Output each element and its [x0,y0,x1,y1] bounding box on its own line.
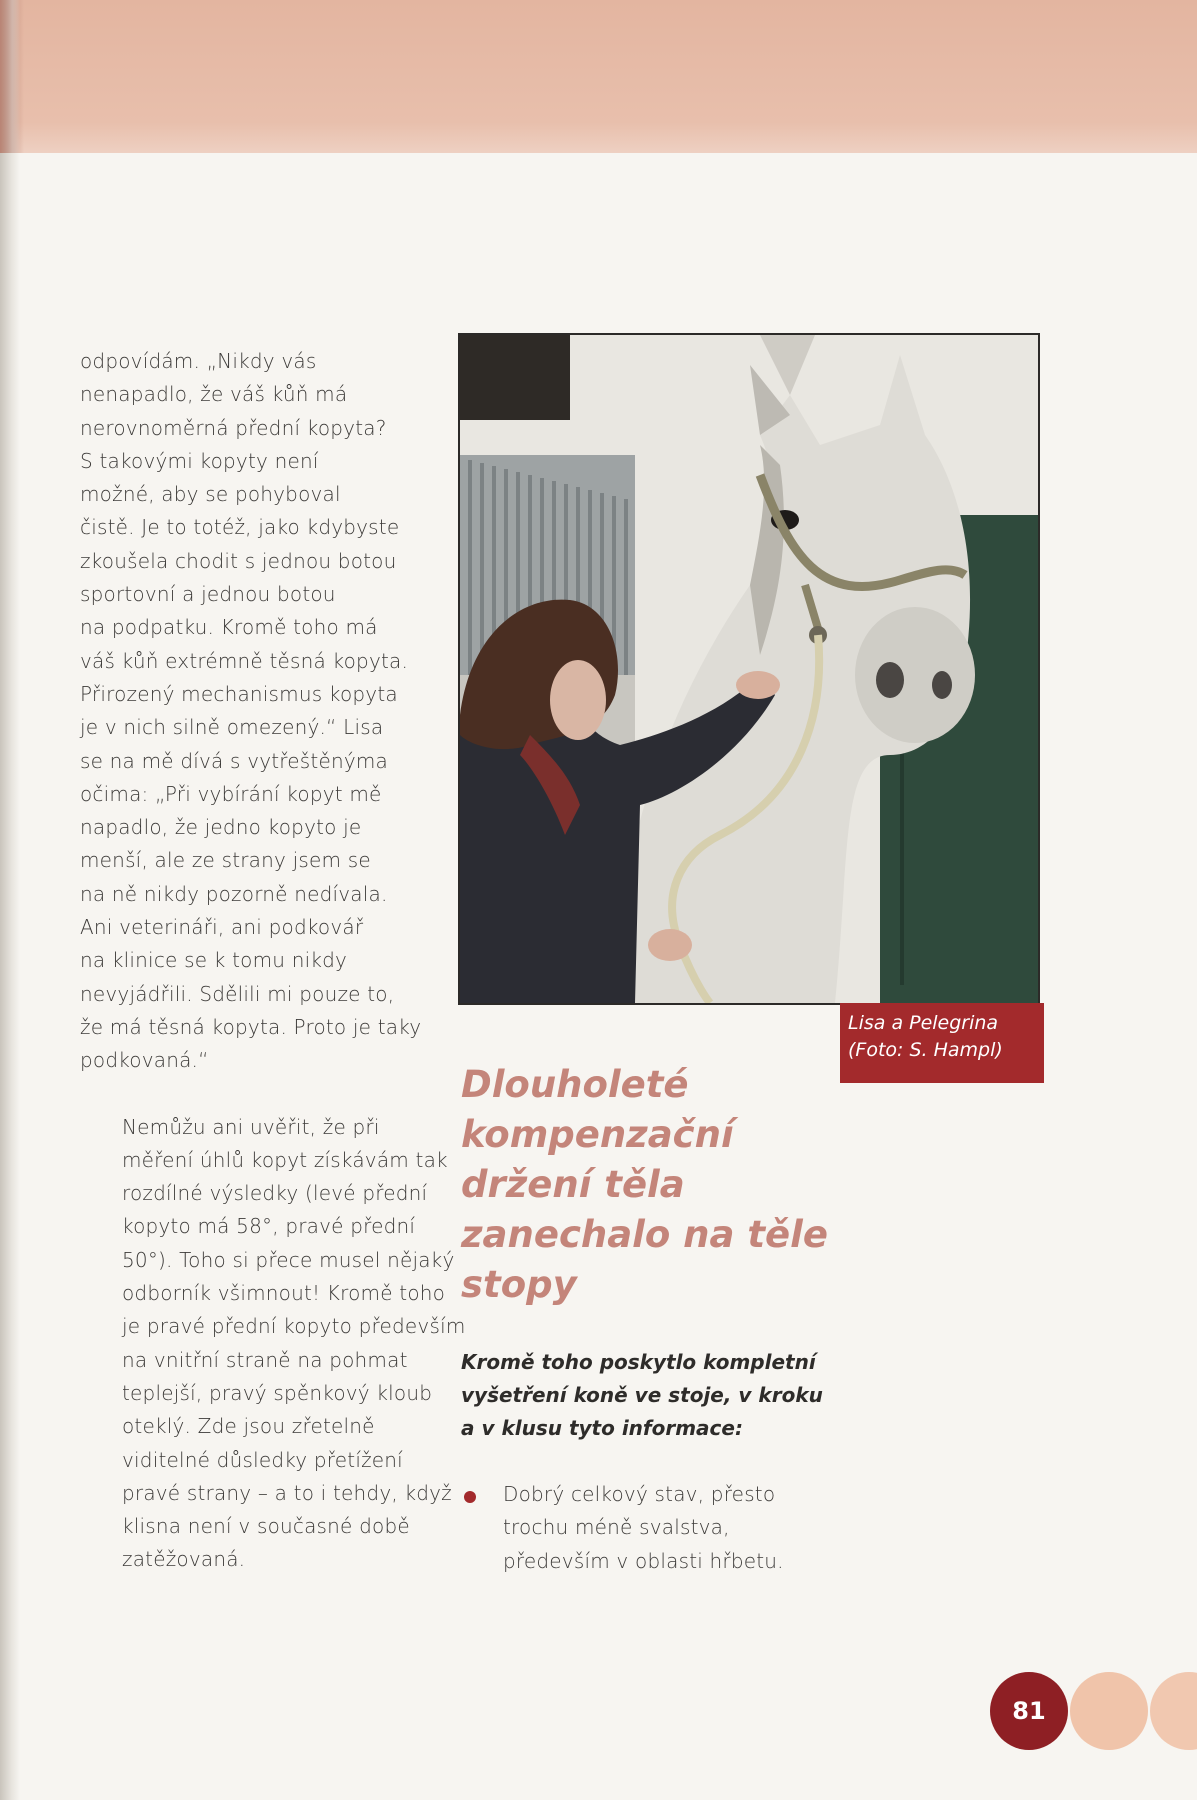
text-line: kopyto má 58°, pravé přední [122,1214,416,1239]
heading-line: kompenzační [461,1113,734,1156]
lead-line: Kromě toho poskytlo kompletní [461,1350,816,1374]
heading-line: zanechalo na těle [461,1213,828,1256]
text-line: na podpatku. Kromě toho má [80,615,378,640]
lead-line: a v klusu tyto informace: [461,1416,743,1440]
list-item-line: trochu méně svalstva, [503,1515,730,1540]
text-line: viditelné důsledky přetížení [122,1447,403,1472]
decorative-circle [1070,1672,1148,1750]
text-line: nerovnoměrná přední kopyta? [80,415,387,440]
paragraph-2 [80,1111,466,1577]
text-line: teplejší, pravý spěnkový kloub [122,1380,433,1405]
text-line: klisna není v současné době [122,1514,410,1539]
text-line: napadlo, že jedno kopyto je [80,815,362,840]
text-line: sportovní a jednou botou [80,582,336,607]
book-spine-shadow-top [0,0,24,153]
caption-line: Lisa a Pelegrina [848,1012,999,1034]
text-line: měření úhlů kopyt získávám tak [122,1147,448,1172]
paragraph-1 [80,345,430,1078]
text-line: váš kůň extrémně těsná kopyta. [80,648,409,673]
text-line: menší, ale ze strany jsem se [80,848,371,873]
horse-photo [458,333,1040,1005]
decorative-circle [1150,1672,1197,1750]
text-line: odborník všimnout! Kromě toho [122,1281,446,1306]
text-line: se na mě dívá s vytřeštěnýma [80,748,389,773]
list-item [461,1478,861,1578]
top-color-band [0,0,1197,153]
text-line: na klinice se k tomu nikdy [80,948,348,973]
list-item-line: Dobrý celkový stav, přesto [503,1482,776,1506]
photo-caption [840,1003,1044,1083]
text-line: na vnitřní straně na pohmat [122,1347,408,1372]
left-text-column [80,345,466,1577]
heading-line: držení těla [461,1163,685,1206]
page-number: 81 [990,1672,1068,1750]
text-line: je pravé přední kopyto především [122,1314,466,1339]
text-line: zkoušela chodit s jednou botou [80,548,397,573]
text-line: na ně nikdy pozorně nedívala. [80,881,388,906]
book-spine-shadow [0,0,20,1800]
lead-line: vyšetření koně ve stoje, v kroku [461,1383,823,1407]
caption-line: (Foto: S. Hampl) [848,1039,1003,1061]
heading-line: stopy [461,1263,577,1306]
text-line: zatěžovaná. [122,1547,246,1572]
text-line: nenapadlo, že váš kůň má [80,382,348,407]
text-line: podkovaná.“ [80,1048,209,1073]
heading-line: Dlouholeté [461,1063,689,1106]
text-line: rozdílné výsledky (levé přední [122,1181,428,1206]
section-heading [461,1060,841,1310]
text-line: odpovídám. „Nikdy vás [80,349,317,373]
text-line: Přirozený mechanismus kopyta [80,681,398,706]
text-line: že má těsná kopyta. Proto je taky [80,1014,422,1039]
findings-list [461,1478,861,1578]
text-line: Ani veterináři, ani podkovář [80,915,364,940]
bullet-icon [464,1491,476,1503]
list-item-line: především v oblasti hřbetu. [503,1548,784,1573]
text-line: S takovými kopyty není [80,448,319,473]
text-line: Nemůžu ani uvěřit, že při [122,1114,380,1139]
lead-paragraph [461,1346,861,1445]
text-line: nevyjádřili. Sdělili mi pouze to, [80,981,395,1006]
text-line: možné, aby se pohyboval [80,482,341,507]
text-line: pravé strany – a to i tehdy, když [122,1480,452,1505]
horse-photo-illustration [460,335,1038,1003]
text-line: 50°). Toho si přece musel nějaký [122,1247,455,1272]
text-line: oteklý. Zde jsou zřetelně [122,1414,375,1439]
text-line: čistě. Je to totéž, jako kdybyste [80,515,400,540]
text-line: očima: „Při vybírání kopyt mě [80,781,382,806]
text-line: je v nich silně omezený.“ Lisa [80,715,384,740]
